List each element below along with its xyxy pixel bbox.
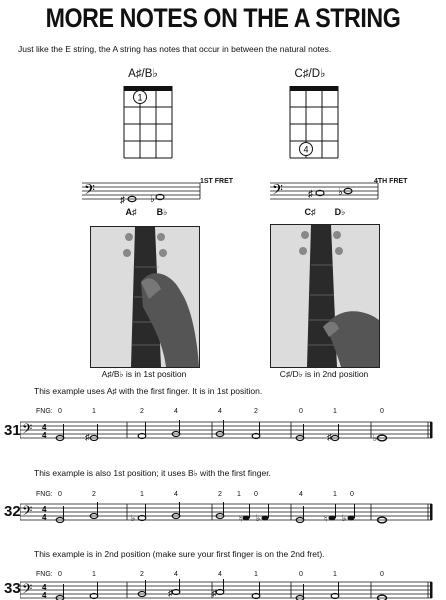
fng-label: FNG:	[36, 491, 53, 498]
fng-label: FNG:	[36, 571, 53, 578]
staff-left	[82, 180, 202, 210]
flat-icon: ♭	[131, 513, 136, 523]
fret-label-right: 4TH FRET	[374, 178, 408, 185]
fingering: 0	[58, 571, 62, 578]
example-number: 33	[4, 580, 21, 597]
example-number: 31	[4, 422, 21, 439]
caption-right: C♯/D♭ is in 2nd position	[279, 369, 369, 379]
fingering: 4	[174, 491, 178, 498]
fingering: 1	[333, 408, 337, 415]
natural-icon: ♮	[239, 514, 243, 524]
fingering: 2	[140, 571, 144, 578]
example-number: 32	[4, 503, 21, 520]
fingering: 4	[174, 571, 178, 578]
fingering: 0	[58, 491, 62, 498]
time-signature: 4	[42, 505, 47, 514]
bass-clef-icon: 𝄢	[22, 423, 33, 440]
fingering: 1	[92, 408, 96, 415]
staff-right	[270, 180, 380, 210]
time-signature: 4	[42, 583, 47, 592]
fingering: 2	[92, 491, 96, 498]
staff-example-31	[20, 418, 440, 446]
flat-icon: ♭	[256, 513, 261, 523]
sharp-icon: ♯	[120, 195, 125, 206]
finger-number: 1	[137, 92, 143, 103]
example-text: This example is also 1st position; it uses B♭ with the first finger.	[34, 468, 271, 478]
finger-number: 4	[303, 144, 309, 155]
note-name: B♭	[156, 207, 168, 217]
sharp-icon: ♯	[85, 432, 90, 442]
time-signature: 4	[42, 431, 47, 440]
bass-clef-icon: 𝄢	[22, 505, 33, 522]
fingering: 0	[380, 571, 384, 578]
fingering: 4	[174, 408, 178, 415]
fng-label: FNG:	[36, 408, 53, 415]
time-signature: 4	[42, 423, 47, 432]
example-text: This example uses A♯ with the first finger. It is in 1st position.	[34, 386, 263, 396]
fingering: 1	[333, 491, 337, 498]
fret-diagram-right	[287, 83, 343, 163]
bass-clef-icon: 𝄢	[84, 182, 95, 201]
time-signature: 4	[42, 513, 47, 522]
sharp-icon: ♯	[212, 588, 217, 598]
hand-photo-left	[90, 226, 200, 368]
page-title: MORE NOTES ON THE A STRING	[45, 3, 401, 33]
bass-clef-icon: 𝄢	[22, 583, 33, 600]
flat-icon: ♭	[342, 513, 347, 523]
fingering: 2	[140, 408, 144, 415]
staff-example-33	[20, 578, 440, 600]
flat-icon: ♭	[338, 187, 343, 198]
fingering: 4	[218, 571, 222, 578]
fret-diagram-left	[121, 83, 177, 163]
natural-icon: ♮	[324, 514, 328, 524]
fingering: 1	[254, 571, 258, 578]
example-text: This example is in 2nd position (make sure your first finger is on the 2nd fret).	[34, 549, 325, 559]
fret-label-left: 1ST FRET	[200, 178, 234, 185]
note-name: D♭	[334, 207, 346, 217]
note-name: C♯	[304, 207, 316, 217]
bass-clef-icon: 𝄢	[272, 182, 283, 201]
caption-left: A♯/B♭ is in 1st position	[101, 369, 187, 379]
hand-photo-right	[270, 224, 380, 368]
note-head	[329, 516, 336, 521]
fingering: 1	[140, 491, 144, 498]
sharp-icon: ♯	[308, 189, 313, 200]
fingering: 2	[218, 491, 222, 498]
fingering: 1	[237, 491, 241, 498]
note-name: A♯	[125, 207, 137, 217]
chord-name-left: A♯/B♭	[128, 68, 158, 80]
fingering: 0	[299, 408, 303, 415]
note-head	[348, 516, 355, 521]
intro-text: Just like the E string, the A string has notes that occur in between the natural notes.	[18, 44, 332, 54]
fingering: 1	[92, 571, 96, 578]
fingering: 0	[350, 491, 354, 498]
fingering: 0	[299, 571, 303, 578]
chord-name-right: C♯/D♭	[294, 68, 326, 80]
fingering: 0	[254, 491, 258, 498]
flat-icon: ♭	[373, 433, 378, 443]
time-signature: 4	[42, 591, 47, 600]
staff-example-32	[20, 500, 440, 528]
fingering: 2	[254, 408, 258, 415]
fingering: 1	[333, 571, 337, 578]
fingering: 0	[380, 408, 384, 415]
flat-icon: ♭	[150, 194, 155, 205]
note-head	[262, 516, 269, 521]
fingering: 4	[299, 491, 303, 498]
fingering: 0	[58, 408, 62, 415]
note-head	[378, 595, 387, 600]
sharp-icon: ♯	[168, 588, 173, 598]
note-head	[243, 516, 250, 521]
fingering: 4	[218, 408, 222, 415]
sharp-icon: ♯	[327, 432, 332, 442]
